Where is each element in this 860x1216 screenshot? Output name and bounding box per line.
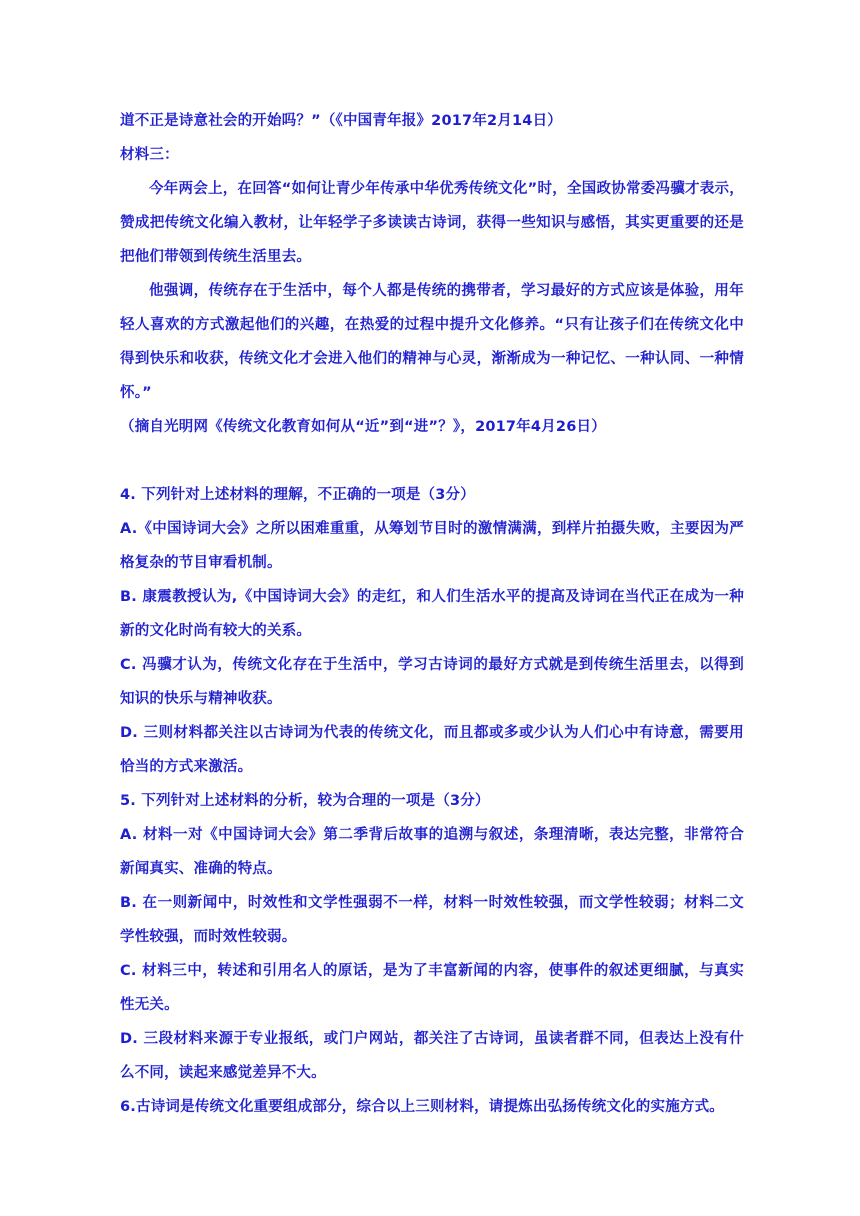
question5-option-c: C. 材料三中，转述和引用名人的原话，是为了丰富新闻的内容，使事件的叙述更细腻，与真实性无关。 [120,963,744,1013]
question4-stem: 4. 下列针对上述材料的理解，不正确的一项是（3分） [120,487,475,503]
question5-option-a: A. 材料一对《中国诗词大会》第二季背后故事的追溯与叙述，条理清晰，表达完整，非常符合新闻真实、准确的特点。 [120,827,744,877]
page-content [120,104,744,1124]
question4-option-b: B. 康震教授认为,《中国诗词大会》的走红，和人们生活水平的提高及诗词在当代正在成为一种新的文化时尚有较大的关系。 [120,589,744,639]
question4-option-c: C. 冯骥才认为，传统文化存在于生活中，学习古诗词的最好方式就是到传统生活里去，以得到知识的快乐与精神收获。 [120,657,744,707]
material2-tail: 道不正是诗意社会的开始吗？”（《中国青年报》2017年2月14日） [120,113,563,129]
material3-heading: 材料三： [120,147,179,163]
question4-option-a: A.《中国诗词大会》之所以困难重重，从筹划节目时的激情满满，到样片拍摄失败，主要因为严格复杂的节目审看机制。 [120,521,744,571]
question4-option-d: D. 三则材料都关注以古诗词为代表的传统文化，而且都或多或少认为人们心中有诗意，需要用恰当的方式来激活。 [120,725,744,775]
material3-paragraph-2: 他强调，传统存在于生活中，每个人都是传统的携带者，学习最好的方式应该是体验，用年轻人喜欢的方式激起他们的兴趣，在热爱的过程中提升文化修养。“只有让孩子们在传统文化中得到快乐和收获，传统文化才会进入他们的精神与心灵，渐渐成为一种记忆、一种认同、一种情怀。” [120,283,744,401]
question5-stem: 5. 下列针对上述材料的分析，较为合理的一项是（3分） [120,793,490,809]
material3-source: （摘自光明网《传统文化教育如何从“近”到“进”？》，2017年4月26日） [120,419,606,435]
question5-option-d: D. 三段材料来源于专业报纸，或门户网站，都关注了古诗词，虽读者群不同，但表达上没有什么不同，读起来感觉差异不大。 [120,1031,744,1081]
blank-line [120,444,744,478]
material3-paragraph-1: 今年两会上，在回答“如何让青少年传承中华优秀传统文化”时，全国政协常委冯骥才表示，赞成把传统文化编入教材，让年轻学子多读读古诗词，获得一些知识与感悟，其实更重要的还是把他们带领到传统生活里去。 [120,181,744,265]
question5-option-b: B. 在一则新闻中，时效性和文学性强弱不一样，材料一时效性较强，而文学性较弱；材料二文学性较强，而时效性较弱。 [120,895,744,945]
question6-stem: 6.古诗词是传统文化重要组成部分，综合以上三则材料，请提炼出弘扬传统文化的实施方式。 [120,1099,724,1115]
